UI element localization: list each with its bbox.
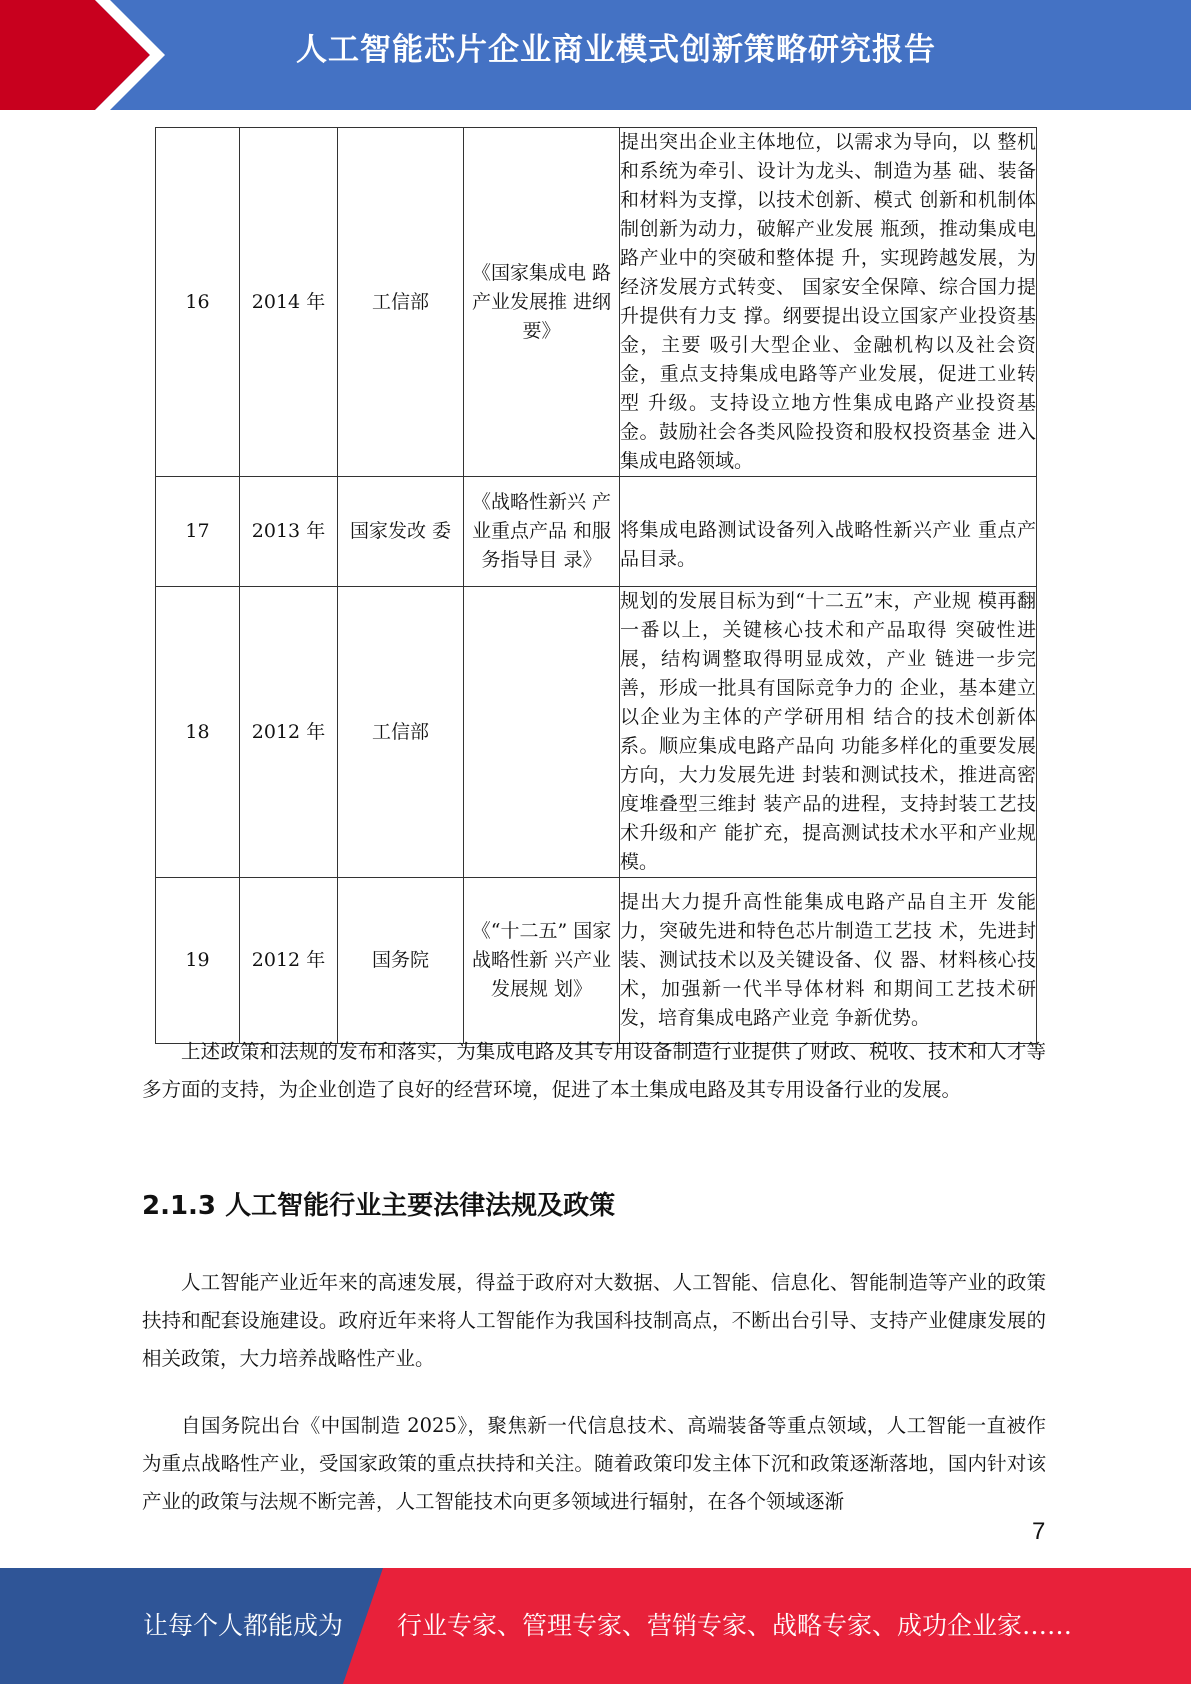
row-policy-name: 《战略性新兴 产业重点产品 和服务指导目 录》 <box>464 477 620 587</box>
report-title: 人工智能芯片企业商业模式创新策略研究报告 <box>296 32 936 68</box>
policy-table <box>155 127 1037 1044</box>
body-paragraph-ai-industry: 人工智能产业近年来的高速发展，得益于政府对大数据、人工智能、信息化、智能制造等产业的政策扶持和配套设施建设。政府近年来将人工智能作为我国科技制高点，不断出台引导、支持产业健康发展的相关政策，大力培养战略性产业。 <box>142 1271 1046 1370</box>
page-footer <box>0 1568 1191 1684</box>
table-row <box>156 128 1037 477</box>
row-policy-content: 规划的发展目标为到“十二五”末，产业规 模再翻一番以上，关键核心技术和产品取得 突破性进展，结构调整取得明显成效，产业 链进一步完善，形成一批具有国际竞争力的 企业，基本建立以企业为主体的产学研用相 结合的技术创新体系。顺应集成电路产品向 功能多样化的重要发展方向，大力发展先进 封装和测试技术，推进高密度堆叠型三维封 装产品的进程，支持封装工艺技术升级和产 能扩充，提高测试技术水平和产业规模。 <box>620 587 1037 878</box>
row-year: 2014 年 <box>240 128 338 477</box>
row-policy-content: 提出大力提升高性能集成电路产品自主开 发能力，突破先进和特色芯片制造工艺技 术，先进封装、测试技术以及关键设备、仪 器、材料核心技术，加强新一代半导体材料 和期间工艺技术研发，培育集成电路产业竞 争新优势。 <box>620 878 1037 1044</box>
row-year: 2012 年 <box>240 878 338 1044</box>
row-number: 17 <box>156 477 240 587</box>
row-policy-content: 将集成电路测试设备列入战略性新兴产业 重点产品目录。 <box>620 477 1037 587</box>
row-number: 19 <box>156 878 240 1044</box>
table-row <box>156 878 1037 1044</box>
section-heading: 2.1.3 人工智能行业主要法律法规及政策 <box>142 1191 616 1221</box>
row-policy-name <box>464 587 620 878</box>
summary-paragraph: 上述政策和法规的发布和落实，为集成电路及其专用设备制造行业提供了财政、税收、技术和人才等多方面的支持，为企业创造了良好的经营环境，促进了本土集成电路及其专用设备行业的发展。 <box>142 1040 1046 1101</box>
row-department: 国家发改 委 <box>338 477 464 587</box>
body-paragraph-made-in-china: 自国务院出台《中国制造 2025》，聚焦新一代信息技术、高端装备等重点领域，人工智能一直被作为重点战略性产业，受国家政策的重点扶持和关注。随着政策印发主体下沉和政策逐渐落地，国内针对该产业的政策与法规不断完善，人工智能技术向更多领域进行辐射，在各个领域逐渐 <box>142 1414 1046 1513</box>
row-department: 工信部 <box>338 587 464 878</box>
row-number: 18 <box>156 587 240 878</box>
row-policy-name: 《国家集成电 路产业发展推 进纲要》 <box>464 128 620 477</box>
page-number: 7 <box>1032 1518 1046 1545</box>
row-policy-name: 《“十二五” 国家战略性新 兴产业发展规 划》 <box>464 878 620 1044</box>
row-year: 2012 年 <box>240 587 338 878</box>
row-number: 16 <box>156 128 240 477</box>
table-row <box>156 477 1037 587</box>
row-policy-content: 提出突出企业主体地位，以需求为导向，以 整机和系统为牵引、设计为龙头、制造为基 础、装备和材料为支撑，以技术创新、模式 创新和机制体制创新为动力，破解产业发展 瓶颈，推动集成电路产业中的突破和整体提 升，实现跨越发展，为经济发展方式转变、 国家安全保障、综合国力提升提供有力支 撑。纲要提出设立国家产业投资基金，主要 吸引大型企业、金融机构以及社会资金，重点支持集成电路等产业发展，促进工业转型 升级。支持设立地方性集成电路产业投资基 金。鼓励社会各类风险投资和股权投资基金 进入集成电路领域。 <box>620 128 1037 477</box>
footer-slogan-right: 行业专家、管理专家、营销专家、战略专家、成功企业家…… <box>397 1611 1073 1640</box>
footer-slogan-left: 让每个人都能成为 <box>143 1611 344 1640</box>
page-header <box>0 0 1191 110</box>
table-row <box>156 587 1037 878</box>
row-department: 工信部 <box>338 128 464 477</box>
row-year: 2013 年 <box>240 477 338 587</box>
row-department: 国务院 <box>338 878 464 1044</box>
